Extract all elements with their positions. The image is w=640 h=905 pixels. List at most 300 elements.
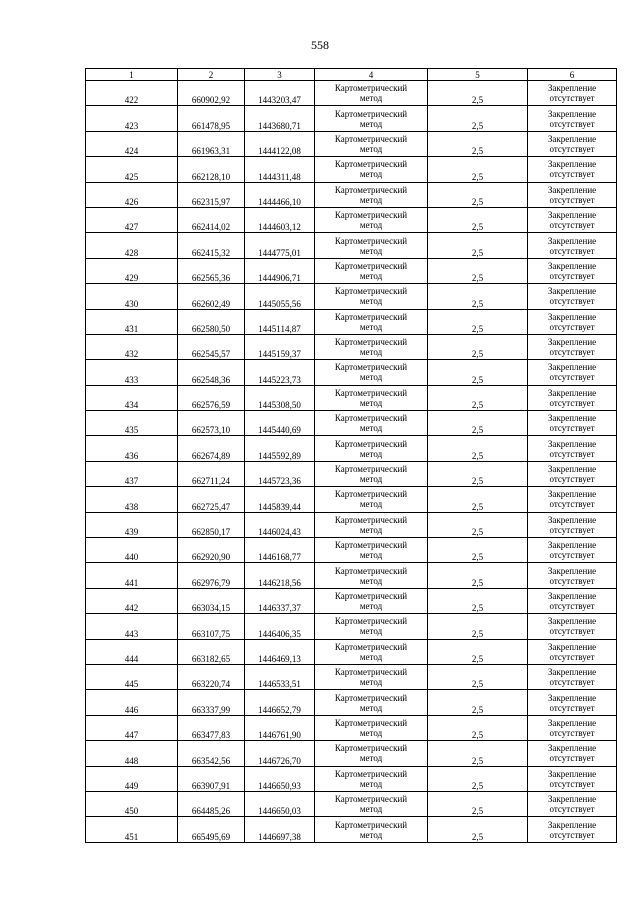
x-coordinate-cell (178, 512, 245, 537)
method-cell-text: метод (359, 829, 383, 840)
method-cell-text: Картометрический (334, 641, 408, 652)
column-header: 4 (315, 69, 428, 81)
y-coordinate-cell (245, 233, 315, 258)
accuracy-cell-text: 2,5 (471, 323, 484, 334)
fixing-cell-text: Закрепление (547, 591, 597, 601)
y-coordinate-cell (245, 791, 315, 816)
table-row (86, 487, 617, 512)
method-cell-text: метод (359, 118, 383, 129)
x-coordinate-cell (178, 614, 245, 639)
point-number-cell-text: 430 (124, 298, 139, 309)
method-cell-text: Картометрический (334, 286, 408, 297)
point-number-cell (86, 817, 178, 842)
point-number-cell-text: 431 (124, 323, 139, 334)
fixing-cell-text: отсутствует (549, 499, 595, 510)
fixing-cell (528, 309, 617, 334)
point-number-cell-text: 438 (124, 501, 139, 512)
fixing-cell-text: отсутствует (549, 194, 595, 205)
y-coordinate-cell-text: 1444122,08 (258, 146, 301, 157)
accuracy-cell-text: 2,5 (471, 425, 484, 436)
fixing-cell (528, 512, 617, 537)
fixing-cell-text: отсутствует (549, 804, 595, 815)
fixing-cell-text: Закрепление (547, 235, 597, 246)
x-coordinate-cell (178, 334, 245, 359)
y-coordinate-cell (245, 614, 315, 639)
y-coordinate-cell (245, 81, 315, 106)
point-number-cell (86, 258, 178, 283)
x-coordinate-cell-text: 662565,36 (191, 273, 231, 284)
accuracy-cell (428, 182, 528, 207)
accuracy-cell-text: 2,5 (471, 298, 484, 309)
accuracy-cell (428, 766, 528, 791)
fixing-cell-text: Закрепление (547, 260, 597, 271)
x-coordinate-cell (178, 233, 245, 258)
method-cell-text: Картометрический (334, 794, 408, 805)
accuracy-cell (428, 360, 528, 385)
accuracy-cell (428, 588, 528, 613)
x-coordinate-cell-text: 662415,32 (191, 247, 231, 258)
method-cell-text: метод (359, 245, 383, 256)
method-cell-text: Картометрический (334, 387, 408, 398)
table-row (86, 334, 617, 359)
fixing-cell (528, 766, 617, 791)
x-coordinate-cell (178, 411, 245, 436)
point-number-cell-text: 424 (124, 146, 139, 157)
fixing-cell-text: отсутствует (549, 118, 595, 129)
y-coordinate-cell (245, 411, 315, 436)
x-coordinate-cell (178, 385, 245, 410)
method-cell-text: Картометрический (334, 667, 408, 678)
fixing-cell (528, 791, 617, 816)
point-number-cell (86, 538, 178, 563)
fixing-cell-text: отсутствует (549, 727, 595, 738)
fixing-cell-text: отсутствует (549, 651, 595, 662)
method-cell-text: Картометрический (334, 464, 408, 475)
x-coordinate-cell (178, 360, 245, 385)
x-coordinate-cell (178, 309, 245, 334)
x-coordinate-cell-text: 663907,91 (191, 780, 231, 791)
accuracy-cell-text: 2,5 (471, 374, 484, 385)
x-coordinate-cell-text: 663034,15 (191, 603, 231, 614)
table-row (86, 690, 617, 715)
accuracy-cell (428, 487, 528, 512)
accuracy-cell-text: 2,5 (471, 273, 484, 284)
fixing-cell-text: Закрепление (547, 616, 597, 627)
accuracy-cell (428, 715, 528, 740)
y-coordinate-cell (245, 563, 315, 588)
fixing-cell-text: Закрепление (547, 438, 597, 449)
fixing-cell-text: Закрепление (547, 489, 597, 500)
point-number-cell-text: 434 (124, 400, 139, 411)
method-cell (315, 614, 428, 639)
y-coordinate-cell-text: 1445440,69 (258, 425, 301, 436)
x-coordinate-cell-text: 664485,26 (191, 806, 231, 817)
table-row (86, 411, 617, 436)
point-number-cell (86, 487, 178, 512)
point-number-cell (86, 233, 178, 258)
table-row (86, 817, 617, 842)
method-cell-text: метод (359, 397, 383, 408)
y-coordinate-cell-text: 1446650,03 (258, 806, 301, 817)
fixing-cell-text: Закрепление (547, 108, 597, 119)
method-cell (315, 563, 428, 588)
x-coordinate-cell-text: 661963,31 (191, 146, 231, 157)
point-number-cell-text: 443 (124, 628, 139, 639)
y-coordinate-cell-text: 1446168,77 (258, 552, 301, 563)
table-row (86, 385, 617, 410)
accuracy-cell (428, 614, 528, 639)
method-cell-text: Картометрический (334, 159, 408, 170)
method-cell-text: метод (359, 778, 383, 789)
method-cell-text: Картометрический (334, 413, 408, 424)
point-number-cell (86, 512, 178, 537)
method-cell (315, 538, 428, 563)
fixing-cell-text: отсутствует (549, 321, 595, 332)
y-coordinate-cell-text: 1446652,79 (258, 704, 301, 715)
point-number-cell-text: 427 (124, 222, 139, 233)
accuracy-cell-text: 2,5 (471, 222, 484, 233)
method-cell-text: Картометрический (334, 717, 408, 728)
fixing-cell (528, 715, 617, 740)
accuracy-cell (428, 385, 528, 410)
x-coordinate-cell-text: 662545,57 (191, 349, 231, 360)
point-number-cell (86, 411, 178, 436)
y-coordinate-cell-text: 1444775,01 (258, 247, 301, 258)
point-number-cell-text: 428 (124, 247, 139, 258)
accuracy-cell-text: 2,5 (471, 806, 484, 817)
accuracy-cell (428, 81, 528, 106)
y-coordinate-cell-text: 1445723,36 (258, 476, 301, 487)
point-number-cell (86, 334, 178, 359)
accuracy-cell (428, 131, 528, 156)
point-number-cell-text: 436 (124, 450, 139, 461)
x-coordinate-cell-text: 663477,83 (191, 730, 231, 741)
x-coordinate-cell (178, 461, 245, 486)
method-cell-text: метод (359, 702, 383, 713)
method-cell-text: метод (359, 347, 383, 358)
accuracy-cell (428, 817, 528, 842)
fixing-cell (528, 614, 617, 639)
method-cell-text: метод (359, 677, 383, 688)
method-cell-text: метод (359, 372, 383, 383)
point-number-cell-text: 439 (124, 527, 139, 538)
method-cell (315, 817, 428, 842)
method-cell (315, 588, 428, 613)
point-number-cell-text: 445 (124, 679, 139, 690)
point-number-cell (86, 563, 178, 588)
method-cell (315, 639, 428, 664)
fixing-cell (528, 106, 617, 131)
y-coordinate-cell (245, 538, 315, 563)
method-cell (315, 461, 428, 486)
x-coordinate-cell-text: 662602,49 (191, 298, 231, 309)
fixing-cell-text: Закрепление (547, 717, 597, 728)
accuracy-cell (428, 157, 528, 182)
table-header (86, 69, 617, 81)
page-number: 558 (311, 38, 329, 52)
accuracy-cell (428, 411, 528, 436)
accuracy-cell-text: 2,5 (471, 527, 484, 538)
table-body (86, 81, 617, 843)
point-number-cell (86, 436, 178, 461)
x-coordinate-cell-text: 663107,75 (191, 628, 231, 639)
table-row (86, 538, 617, 563)
accuracy-cell-text: 2,5 (471, 603, 484, 614)
x-coordinate-cell (178, 563, 245, 588)
point-number-cell-text: 442 (124, 603, 139, 614)
method-cell (315, 360, 428, 385)
x-coordinate-cell-text: 662920,90 (191, 552, 231, 563)
method-cell-text: Картометрический (334, 235, 408, 246)
y-coordinate-cell (245, 639, 315, 664)
x-coordinate-cell-text: 662315,97 (191, 196, 231, 207)
accuracy-cell (428, 791, 528, 816)
column-header: 1 (86, 69, 178, 81)
fixing-cell (528, 258, 617, 283)
point-number-cell (86, 360, 178, 385)
x-coordinate-cell (178, 81, 245, 106)
column-header: 3 (245, 69, 315, 81)
point-number-cell-text: 450 (124, 806, 139, 817)
method-cell-text: метод (359, 423, 383, 434)
x-coordinate-cell-text: 662725,47 (191, 501, 231, 512)
y-coordinate-cell (245, 487, 315, 512)
table-row (86, 207, 617, 232)
y-coordinate-cell-text: 1446761,90 (258, 730, 301, 741)
fixing-cell-text: Закрепление (547, 768, 597, 779)
x-coordinate-cell-text: 662414,02 (191, 222, 231, 233)
method-cell (315, 131, 428, 156)
y-coordinate-cell-text: 1445839,44 (258, 501, 301, 512)
method-cell-text: Картометрический (334, 692, 408, 703)
coordinates-table (85, 68, 617, 843)
table-row (86, 791, 617, 816)
accuracy-cell (428, 436, 528, 461)
accuracy-cell-text: 2,5 (471, 95, 484, 106)
accuracy-cell (428, 690, 528, 715)
y-coordinate-cell-text: 1445055,56 (258, 298, 301, 309)
x-coordinate-cell-text: 661478,95 (191, 120, 231, 131)
accuracy-cell (428, 207, 528, 232)
table-row (86, 614, 617, 639)
y-coordinate-cell-text: 1444311,48 (258, 171, 301, 182)
y-coordinate-cell (245, 284, 315, 309)
fixing-cell (528, 81, 617, 106)
y-coordinate-cell-text: 1444466,10 (258, 196, 301, 207)
fixing-cell-text: Закрепление (547, 565, 597, 576)
accuracy-cell-text: 2,5 (471, 653, 484, 664)
accuracy-cell-text: 2,5 (471, 120, 484, 131)
fixing-cell-text: Закрепление (547, 184, 597, 195)
point-number-cell-text: 451 (124, 831, 139, 842)
y-coordinate-cell-text: 1446024,43 (258, 527, 301, 538)
y-coordinate-cell-text: 1443203,47 (258, 95, 301, 106)
accuracy-cell-text: 2,5 (471, 628, 484, 639)
y-coordinate-cell (245, 664, 315, 689)
method-cell-text: метод (359, 727, 383, 738)
x-coordinate-cell-text: 662711,24 (192, 476, 230, 487)
table-row (86, 106, 617, 131)
accuracy-cell-text: 2,5 (471, 476, 484, 487)
method-cell-text: метод (359, 550, 383, 561)
fixing-cell (528, 690, 617, 715)
method-cell-text: Картометрический (334, 184, 408, 195)
method-cell (315, 664, 428, 689)
method-cell-text: Картометрический (334, 210, 408, 221)
point-number-cell-text: 433 (124, 374, 139, 385)
method-cell (315, 385, 428, 410)
x-coordinate-cell-text: 662580,50 (191, 323, 231, 334)
fixing-cell (528, 131, 617, 156)
method-cell (315, 766, 428, 791)
accuracy-cell-text: 2,5 (471, 704, 484, 715)
method-cell-text: метод (359, 804, 383, 815)
y-coordinate-cell-text: 1445223,73 (258, 374, 301, 385)
table-row (86, 639, 617, 664)
point-number-cell-text: 447 (124, 730, 139, 741)
method-cell (315, 334, 428, 359)
method-cell-text: Картометрический (334, 260, 408, 271)
table-row (86, 766, 617, 791)
method-cell-text: метод (359, 220, 383, 231)
accuracy-cell-text: 2,5 (471, 552, 484, 563)
fixing-cell-text: Закрепление (547, 387, 597, 398)
y-coordinate-cell (245, 360, 315, 385)
point-number-cell (86, 182, 178, 207)
table-row (86, 664, 617, 689)
method-cell-text: Картометрический (334, 743, 408, 754)
fixing-cell (528, 182, 617, 207)
x-coordinate-cell (178, 639, 245, 664)
y-coordinate-cell-text: 1443680,71 (258, 120, 301, 131)
fixing-cell-text: отсутствует (549, 372, 595, 383)
y-coordinate-cell (245, 817, 315, 842)
point-number-cell-text: 448 (124, 755, 139, 766)
x-coordinate-cell-text: 663220,74 (191, 679, 231, 690)
y-coordinate-cell (245, 131, 315, 156)
fixing-cell (528, 487, 617, 512)
point-number-cell-text: 422 (124, 95, 139, 106)
fixing-cell-text: Закрепление (547, 133, 597, 144)
point-number-cell-text: 432 (124, 349, 139, 360)
method-cell (315, 157, 428, 182)
fixing-cell-text: Закрепление (547, 514, 597, 525)
method-cell-text: Картометрический (334, 438, 408, 449)
method-cell-text: метод (359, 474, 383, 485)
point-number-cell (86, 664, 178, 689)
fixing-cell (528, 639, 617, 664)
table-row (86, 588, 617, 613)
accuracy-cell-text: 2,5 (471, 730, 484, 741)
method-cell-text: Картометрический (334, 83, 408, 94)
y-coordinate-cell-text: 1445114,87 (258, 323, 301, 334)
method-cell (315, 106, 428, 131)
fixing-cell (528, 588, 617, 613)
x-coordinate-cell (178, 715, 245, 740)
fixing-cell (528, 461, 617, 486)
fixing-cell (528, 360, 617, 385)
point-number-cell-text: 423 (124, 120, 139, 131)
fixing-cell-text: отсутствует (549, 677, 595, 688)
fixing-cell (528, 538, 617, 563)
y-coordinate-cell (245, 106, 315, 131)
column-header: 2 (178, 69, 245, 81)
table-row (86, 715, 617, 740)
y-coordinate-cell (245, 309, 315, 334)
x-coordinate-cell-text: 662573,10 (191, 425, 231, 436)
method-cell-text: метод (359, 626, 383, 637)
x-coordinate-cell (178, 690, 245, 715)
method-cell-text: Картометрический (334, 540, 408, 551)
fixing-cell-text: отсутствует (549, 778, 595, 789)
method-cell-text: Картометрический (334, 768, 408, 779)
method-cell (315, 207, 428, 232)
method-cell-text: Картометрический (334, 565, 408, 576)
method-cell-text: Картометрический (334, 362, 408, 373)
point-number-cell-text: 444 (124, 653, 139, 664)
fixing-cell-text: отсутствует (549, 601, 595, 611)
point-number-cell (86, 385, 178, 410)
x-coordinate-cell (178, 588, 245, 613)
y-coordinate-cell-text: 1445592,89 (258, 450, 301, 461)
accuracy-cell-text: 2,5 (471, 577, 484, 588)
point-number-cell-text: 425 (124, 171, 139, 182)
fixing-cell-text: Закрепление (547, 159, 597, 170)
y-coordinate-cell (245, 157, 315, 182)
accuracy-cell (428, 258, 528, 283)
y-coordinate-cell-text: 1446218,56 (258, 577, 301, 588)
x-coordinate-cell-text: 662850,17 (191, 527, 231, 538)
fixing-cell-text: отсутствует (549, 575, 595, 586)
fixing-cell-text: отсутствует (549, 270, 595, 281)
fixing-cell (528, 385, 617, 410)
point-number-cell-text: 429 (124, 273, 139, 284)
point-number-cell (86, 715, 178, 740)
accuracy-cell-text: 2,5 (471, 780, 484, 791)
fixing-cell-text: отсутствует (549, 220, 595, 231)
fixing-cell-text: отсутствует (549, 169, 595, 180)
accuracy-cell (428, 563, 528, 588)
y-coordinate-cell-text: 1446650,93 (258, 780, 301, 791)
fixing-cell-text: отсутствует (549, 143, 595, 154)
method-cell-text: метод (359, 143, 383, 154)
accuracy-cell-text: 2,5 (471, 247, 484, 258)
x-coordinate-cell (178, 487, 245, 512)
fixing-cell (528, 817, 617, 842)
fixing-cell (528, 207, 617, 232)
y-coordinate-cell (245, 385, 315, 410)
y-coordinate-cell-text: 1446469,13 (258, 653, 301, 664)
method-cell-text: метод (359, 270, 383, 281)
y-coordinate-cell-text: 1445308,50 (258, 400, 301, 411)
fixing-cell-text: Закрепление (547, 464, 597, 475)
fixing-cell-text: отсутствует (549, 296, 595, 307)
point-number-cell (86, 741, 178, 766)
accuracy-cell (428, 334, 528, 359)
y-coordinate-cell-text: 1444603,12 (258, 222, 301, 233)
x-coordinate-cell-text: 665495,69 (191, 831, 231, 842)
method-cell-text: Картометрический (334, 108, 408, 119)
point-number-cell (86, 766, 178, 791)
point-number-cell (86, 588, 178, 613)
x-coordinate-cell-text: 662128,10 (191, 171, 231, 182)
y-coordinate-cell-text: 1445159,37 (258, 349, 301, 360)
x-coordinate-cell (178, 664, 245, 689)
fixing-cell (528, 284, 617, 309)
point-number-cell (86, 639, 178, 664)
fixing-cell-text: Закрепление (547, 692, 597, 703)
accuracy-cell (428, 664, 528, 689)
